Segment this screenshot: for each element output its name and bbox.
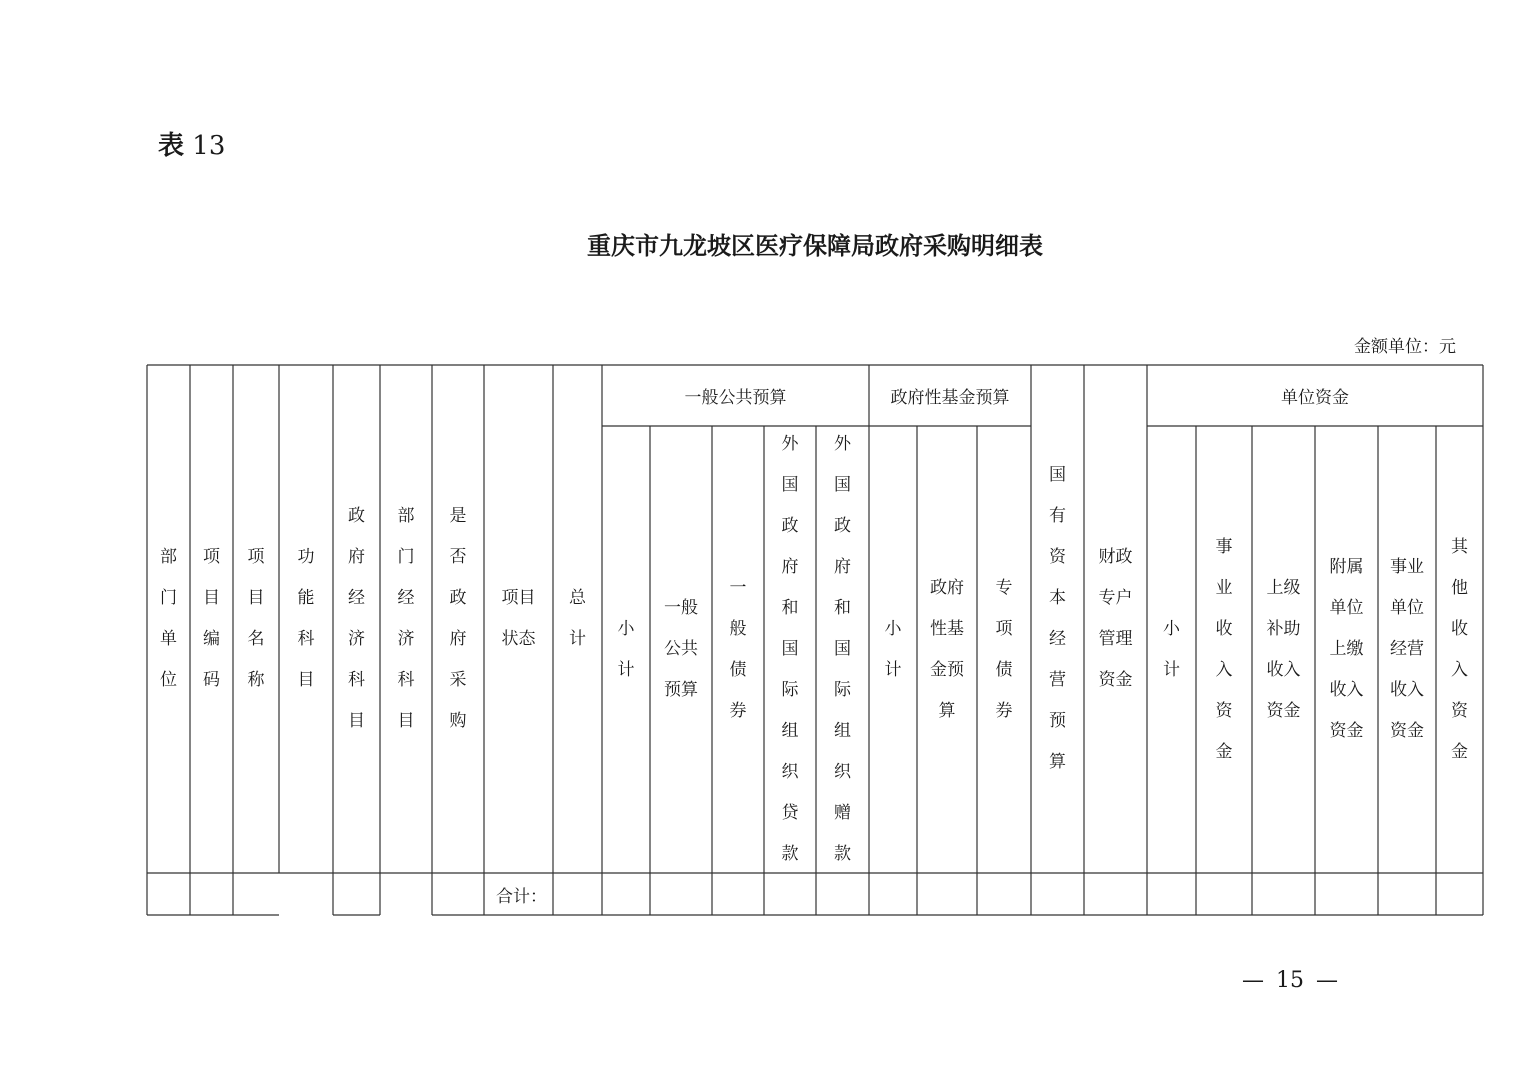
header-general-public-budget-group: 一般公共预算 [684,388,787,408]
header-gpb-general-public-budget: 一般公共预算 [664,598,698,700]
header-project-status: 项目状态 [501,588,536,649]
header-fiscal-special-funds: 财政专户管理资金 [1098,547,1133,690]
amount-unit-note: 金额单位：元 [1354,337,1456,357]
header-dept-unit: 部门单位 [160,547,177,690]
header-uf-affiliated-remittance: 附属单位上缴收入资金 [1329,557,1364,741]
header-uf-other-income: 其他收入资金 [1451,536,1468,762]
header-total: 总计 [569,588,586,649]
header-gov-econ-subject: 政府经济科目 [348,506,365,731]
header-project-name: 项目名称 [247,547,265,690]
header-uf-business-operation: 事业单位经营收入资金 [1390,557,1424,741]
header-gpb-subtotal: 小计 [617,618,635,680]
header-dept-econ-subject: 部门经济科目 [397,506,415,731]
table-number: 表 13 [158,131,226,161]
header-gpb-foreign-grants: 外国政府和国际组织赠款 [834,434,851,864]
document-title: 重庆市九龙坡区医疗保障局政府采购明细表 [587,231,1043,260]
header-is-gov-procurement: 是否政府采购 [449,506,467,731]
header-gpb-foreign-loans: 外国政府和国际组织贷款 [781,434,799,864]
header-function-subject: 功能科目 [297,547,315,690]
page-number: — 15 — [1242,968,1338,993]
total-row-label: 合计： [496,886,547,907]
header-gfb-special-bonds: 专项债券 [995,577,1013,721]
header-uf-subtotal: 小计 [1163,618,1180,680]
header-project-code: 项目编码 [203,547,220,690]
header-gpb-general-bonds: 一般债券 [729,577,747,721]
header-uf-superior-subsidy: 上级补助收入资金 [1266,577,1301,721]
header-gfb-subtotal: 小计 [884,618,902,680]
header-state-capital-budget: 国有资本经营预算 [1049,465,1066,772]
header-gfb-gov-fund: 政府性基金预算 [930,577,964,721]
header-unit-funds-group: 单位资金 [1281,388,1349,408]
header-uf-business-income: 事业收入资金 [1215,536,1233,762]
header-gov-fund-budget-group: 政府性基金预算 [890,388,1010,408]
